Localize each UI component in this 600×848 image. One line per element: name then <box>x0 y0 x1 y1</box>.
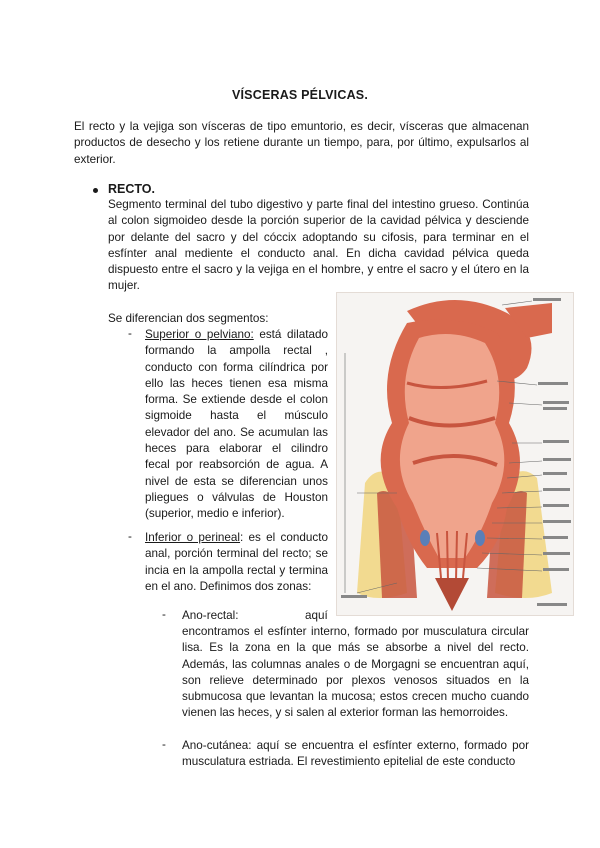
ano-cutanea-paragraph <box>182 738 529 771</box>
dash-ano-rectal: - <box>162 608 166 621</box>
inferior-label: Inferior o perineal <box>145 531 241 544</box>
superior-paragraph <box>145 327 328 523</box>
ano-rectal-label: Ano-rectal: <box>182 609 239 622</box>
superior-text: está dilatado formando la ampolla rectal , conducto con forma cilíndrica por ello las heces tienen esa misma forma. Se extiende desde el colon sigmoide hasta el músculo elevador del ano. Se acumulan las heces para elaborar el cilindro fecal por reabsorción de agua. A nivel de esta se diferencian unos pliegues o válvulas de Houston (superior, medio e inferior). <box>145 328 328 521</box>
ano-cutanea-text: aquí se encuentra el esfínter externo, formado por musculatura estriada. El revestimiento epitelial de este conducto <box>182 739 529 769</box>
intro-paragraph: El recto y la vejiga son vísceras de tipo emuntorio, es decir, vísceras que almacenan productos de desecho y los retiene durante un tiempo, para, por último, expulsarlos al exterior. <box>74 120 529 166</box>
recto-description: Segmento terminal del tubo digestivo y parte final del intestino grueso. Continúa al colon sigmoideo desde la porción superior de la cavidad pélvica y desciende por delante del sacro y del cóccix adoptando su cifosis, para terminar en el esfínter anal mediente el conducto anal. En dicha cavidad pélvica queda dispuesto entre el sacro y la vejiga en el hombre, y entre el sacro y el útero en la mujer. <box>108 198 529 293</box>
segments-intro: Se diferencian dos segmentos: <box>108 312 269 325</box>
bullet-recto <box>93 188 98 193</box>
dash-ano-cutanea: - <box>162 738 166 751</box>
dash-superior: - <box>128 327 132 340</box>
rectum-anatomy-illustration <box>336 292 574 616</box>
page-title: VÍSCERAS PÉLVICAS. <box>231 88 369 102</box>
ano-cutanea-label: Ano-cutánea: <box>182 739 252 752</box>
ano-rectal-text-first: aquí <box>305 609 328 622</box>
inferior-text: : es el conducto anal, porción terminal del recto; se incia en la ampolla rectal y termina en el ano. Definimos dos zonas: <box>145 531 328 593</box>
recto-heading: RECTO. <box>108 182 155 196</box>
inferior-paragraph <box>145 530 328 595</box>
ano-rectal-text: encontramos el esfínter interno, formado por musculatura circular lisa. Es la zona en la que más se absorbe a nivel del recto. Además, las columnas anales o de Morgagni se encuentran aquí, son relieve determinado por plexos venosos situados en la submucosa que levantan la mucosa; estos crecen mucho cuando vienen las heces, y si salen al exterior forman las hemorroides. <box>182 625 529 720</box>
superior-label: Superior o pelviano: <box>145 328 254 341</box>
dash-inferior: - <box>128 530 132 543</box>
